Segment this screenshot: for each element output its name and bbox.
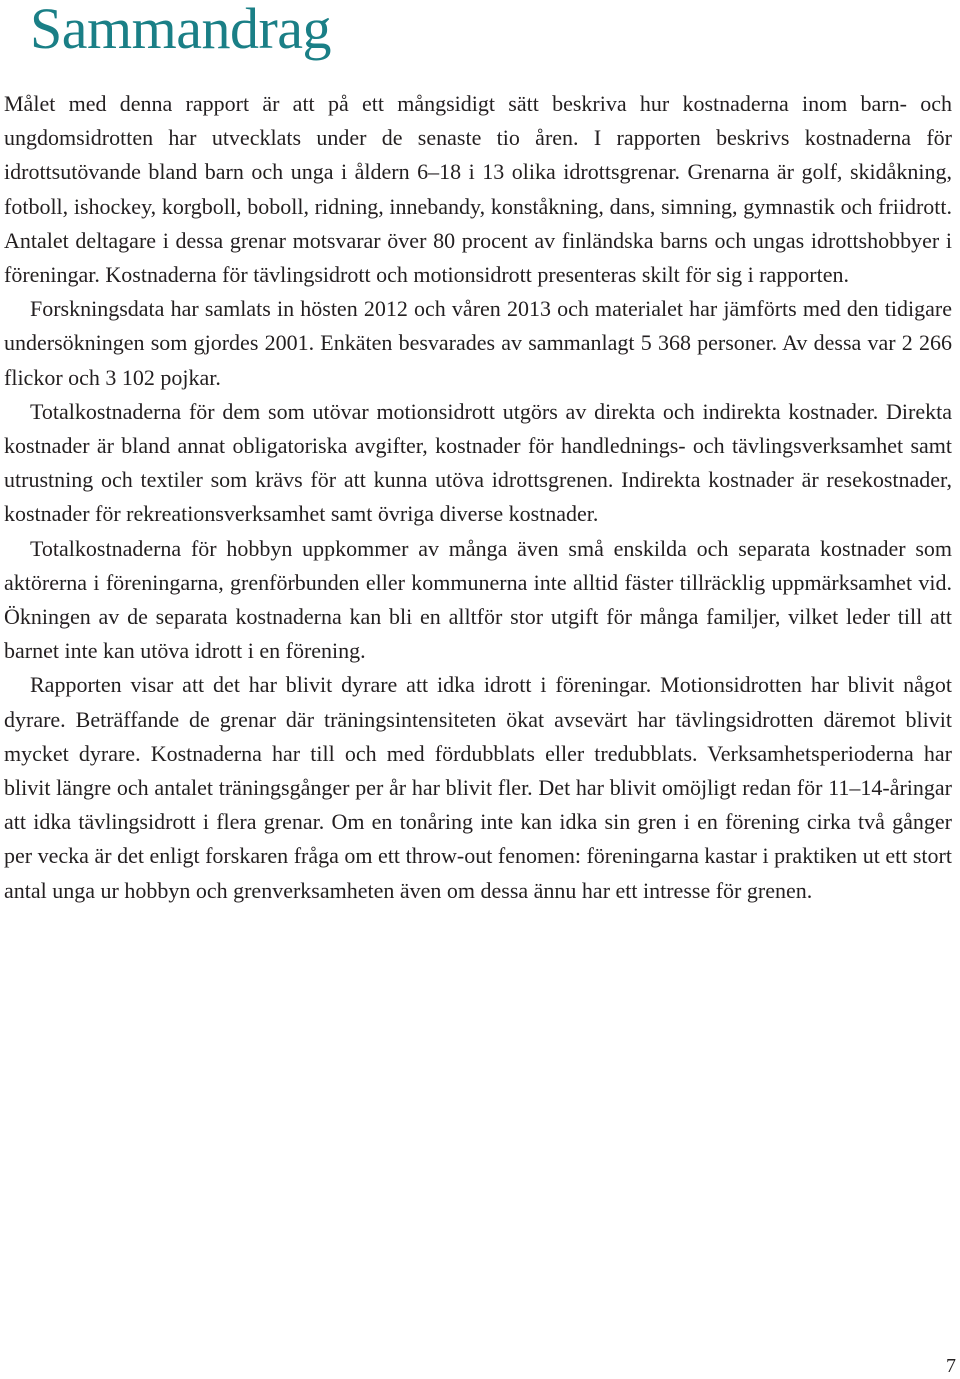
paragraph-data-collection: Forskningsdata har samlats in hösten 2012 och våren 2013 och materialet har jämförts med den tidigare undersökningen som gjordes 2001. Enkäten besvarades av sammanlagt 5 368 personer. Av dessa var 2 266 flickor och 3 102 pojkar. xyxy=(4,296,952,390)
summary-body xyxy=(4,87,952,908)
page-number: 7 xyxy=(946,1355,956,1377)
paragraph-intro: Målet med denna rapport är att på ett mångsidigt sätt beskriva hur kostnaderna inom barn- och ungdomsidrotten har utvecklats under de senaste tio åren. I rapporten beskrivs kostnaderna för idrottsutövande bland barn och unga i åldern 6–18 i 13 olika idrottsgrenar. Grenarna är golf, skidåkning, fotboll, ishockey, korgboll, boboll, ridning, innebandy, konståkning, dans, simning, gymnastik och friidrott. Antalet deltagare i dessa grenar motsvarar över 80 procent av finländska barns och ungas idrottshobbyer i föreningar. Kostnaderna för tävlingsidrott och motionsidrott presenteras skilt för sig i rapporten. xyxy=(4,91,952,288)
page-title: Sammandrag xyxy=(30,0,332,61)
paragraph-separate-costs: Totalkostnaderna för hobbyn uppkommer av många även små enskilda och separata kostnader som aktörerna i föreningarna, grenförbunden eller kommunerna inte alltid fäster tillräcklig uppmärksamhet vid. Ökningen av de separata kostnaderna kan bli en alltför stor utgift för många familjer, vilket leder till att barnet inte kan utöva idrott i en förening. xyxy=(4,535,952,664)
paragraph-conclusions: Rapporten visar att det har blivit dyrare att idka idrott i föreningar. Motionsidrotten har blivit något dyrare. Beträffande de grenar där träningsintensiteten ökat avsevärt har tävlingsidrotten däremot blivit mycket dyrare. Kostnaderna har till och med fördubblats eller tredubblats. Verksamhetsperioderna har blivit längre och antalet träningsgånger per år har blivit fler. Det har blivit omöjligt redan för 11–14-åringar att idka tävlingsidrott i flera grenar. Om en tonåring inte kan idka sin gren i en förening cirka två gånger per vecka är det enligt forskaren fråga om ett throw-out fenomen: föreningarna kastar i praktiken ut ett stort antal unga ur hobbyn och grenverksamheten även om dessa ännu har ett intresse för grenen. xyxy=(4,672,952,903)
paragraph-total-costs: Totalkostnaderna för dem som utövar motionsidrott utgörs av direkta och indirekta kostnader. Direkta kostnader är bland annat obligatoriska avgifter, kostnader för handlednings- och tävlingsverksamhet samt utrustning och textiler som krävs för att kunna utöva idrottsgrenen. Indirekta kostnader är resekostnader, kostnader för rekreationsverksamhet samt övriga diverse kostnader. xyxy=(4,398,952,527)
